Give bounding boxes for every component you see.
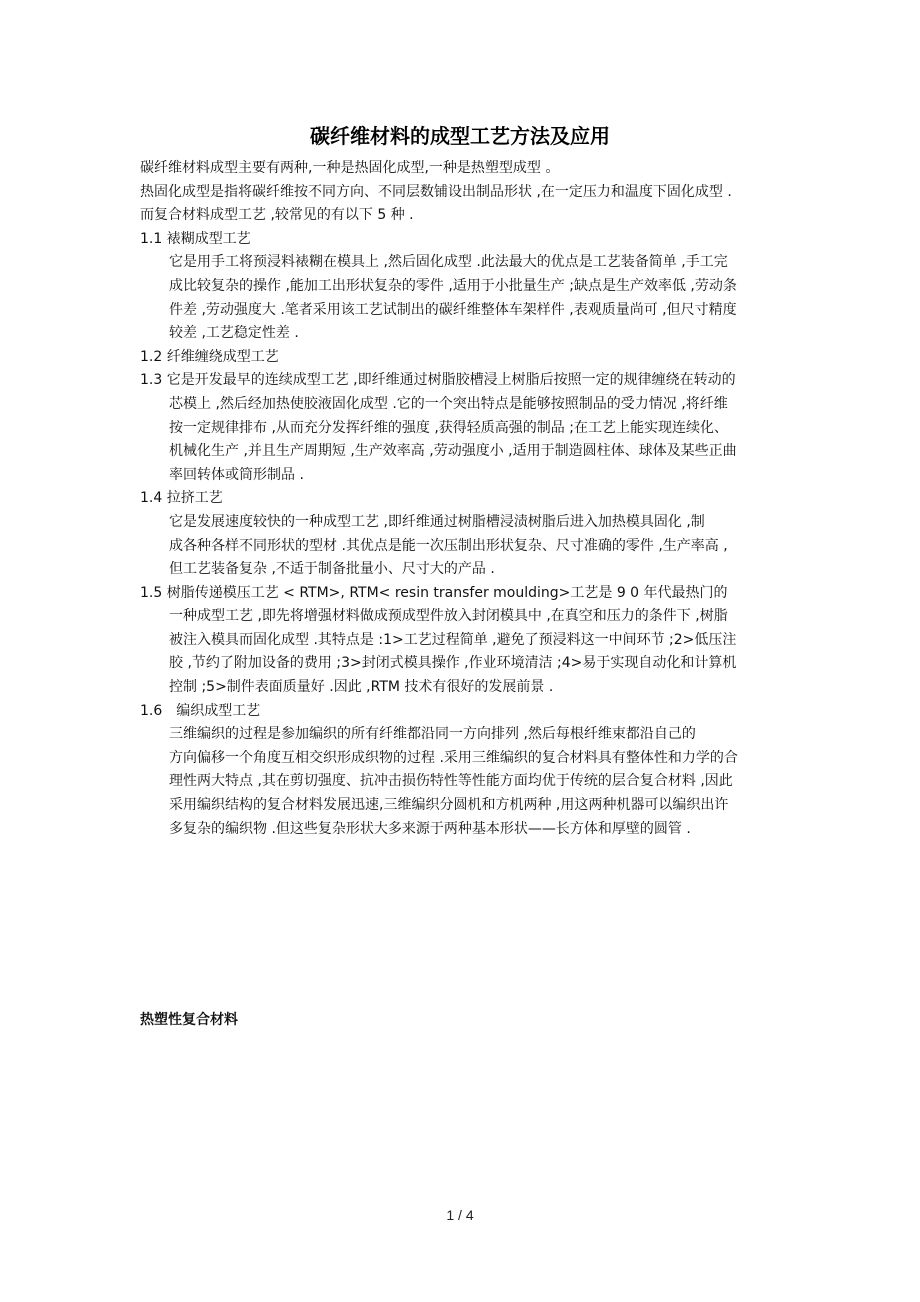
section-1-1-heading: 1.1 裱糊成型工艺 (140, 230, 251, 247)
section-1-3-paragraph: 1.3 它是开发最早的连续成型工艺 ,即纤维通过树脂胶槽浸上树脂后按照一定的规律缠绕在转动的芯模上 ,然后经加热使胶液固化成型 .它的一个突出特点是能够按照制品的受力情况 ,将纤维按一定规律排布 ,从而充分发挥纤维的强度 ,获得轻质高强的制品 ;在工艺上能实现连续化、机械化生产 ,并且生产周期短 ,生产效率高 ,劳动强度小 ,适用于制造圆柱体、球体及某些正曲率回转体或筒形制品 . (140, 372, 737, 483)
intro-paragraph-1: 碳纤维材料成型主要有两种,一种是热固化成型,一种是热塑型成型 。 (140, 160, 560, 176)
next-section-heading: 热塑性复合材料 (140, 1012, 238, 1028)
document-body (140, 157, 740, 841)
section-1-6-body-1: 三维编织的过程是参加编织的所有纤维都沿同一方向排列 ,然后每根纤维束都沿自己的 (169, 726, 696, 743)
intro-paragraph-2: 热固化成型是指将碳纤维按不同方向、不同层数铺设出制品形状 ,在一定压力和温度下固化成型 .而复合材料成型工艺 ,较常见的有以下 5 种 . (140, 183, 732, 224)
page-number: 1 / 4 (446, 1207, 474, 1223)
section-1-4-body-1: 它是发展速度较快的一种成型工艺 ,即纤维通过树脂槽浸渍树脂后进入加热模具固化 ,制 (169, 513, 705, 530)
section-1-4-body-2: 成各种各样不同形状的型材 .其优点是能一次压制出形状复杂、尺寸准确的零件 ,生产率高 ,但工艺装备复杂 ,不适于制备批量小、尺寸大的产品 . (169, 537, 728, 578)
section-1-4-heading: 1.4 拉挤工艺 (140, 490, 223, 507)
document-title: 碳纤维材料的成型工艺方法及应用 (310, 124, 610, 148)
section-1-6-heading: 1.6 编织成型工艺 (140, 702, 261, 719)
section-1-6-body-2: 方向偏移一个角度互相交织形成织物的过程 .采用三维编织的复合材料具有整体性和力学的合理性两大特点 ,其在剪切强度、抗冲击损伤特性等性能方面均优于传统的层合复合材料 ,因此采用编织结构的复合材料发展迅速,三维编织分圆机和方机两种 ,用这两种机器可以编织出许多复杂的编织物 .但这些复杂形状大多来源于两种基本形状——长方体和厚壁的圆管 . (169, 749, 738, 837)
section-1-5-paragraph: 1.5 树脂传递模压工艺 < RTM>, RTM< resin transfer moulding>工艺是 9 0 年代最热门的一种成型工艺 ,即先将增强材料做成预成型件放入封闭模具中 ,在真空和压力的条件下 ,树脂被注入模具而固化成型 .其特点是 :1>工艺过程简单 ,避免了预浸料这一中间环节 ;2>低压注胶 ,节约了附加设备的费用 ;3>封闭式模具操作 ,作业环境清洁 ;4>易于实现自动化和计算机控制 ;5>制件表面质量好 .因此 ,RTM 技术有很好的发展前景 . (140, 584, 737, 696)
section-1-1-body: 它是用手工将预浸料裱糊在模具上 ,然后固化成型 .此法最大的优点是工艺装备简单 ,手工完成比较复杂的操作 ,能加工出形状复杂的零件 ,适用于小批量生产 ;缺点是生产效率低 ,劳动条件差 ,劳动强度大 .笔者采用该工艺试制出的碳纤维整体车架样件 ,表观质量尚可 ,但尺寸精度较差 ,工艺稳定性差 . (169, 254, 737, 342)
section-1-2-heading: 1.2 纤维缠绕成型工艺 (140, 348, 279, 365)
